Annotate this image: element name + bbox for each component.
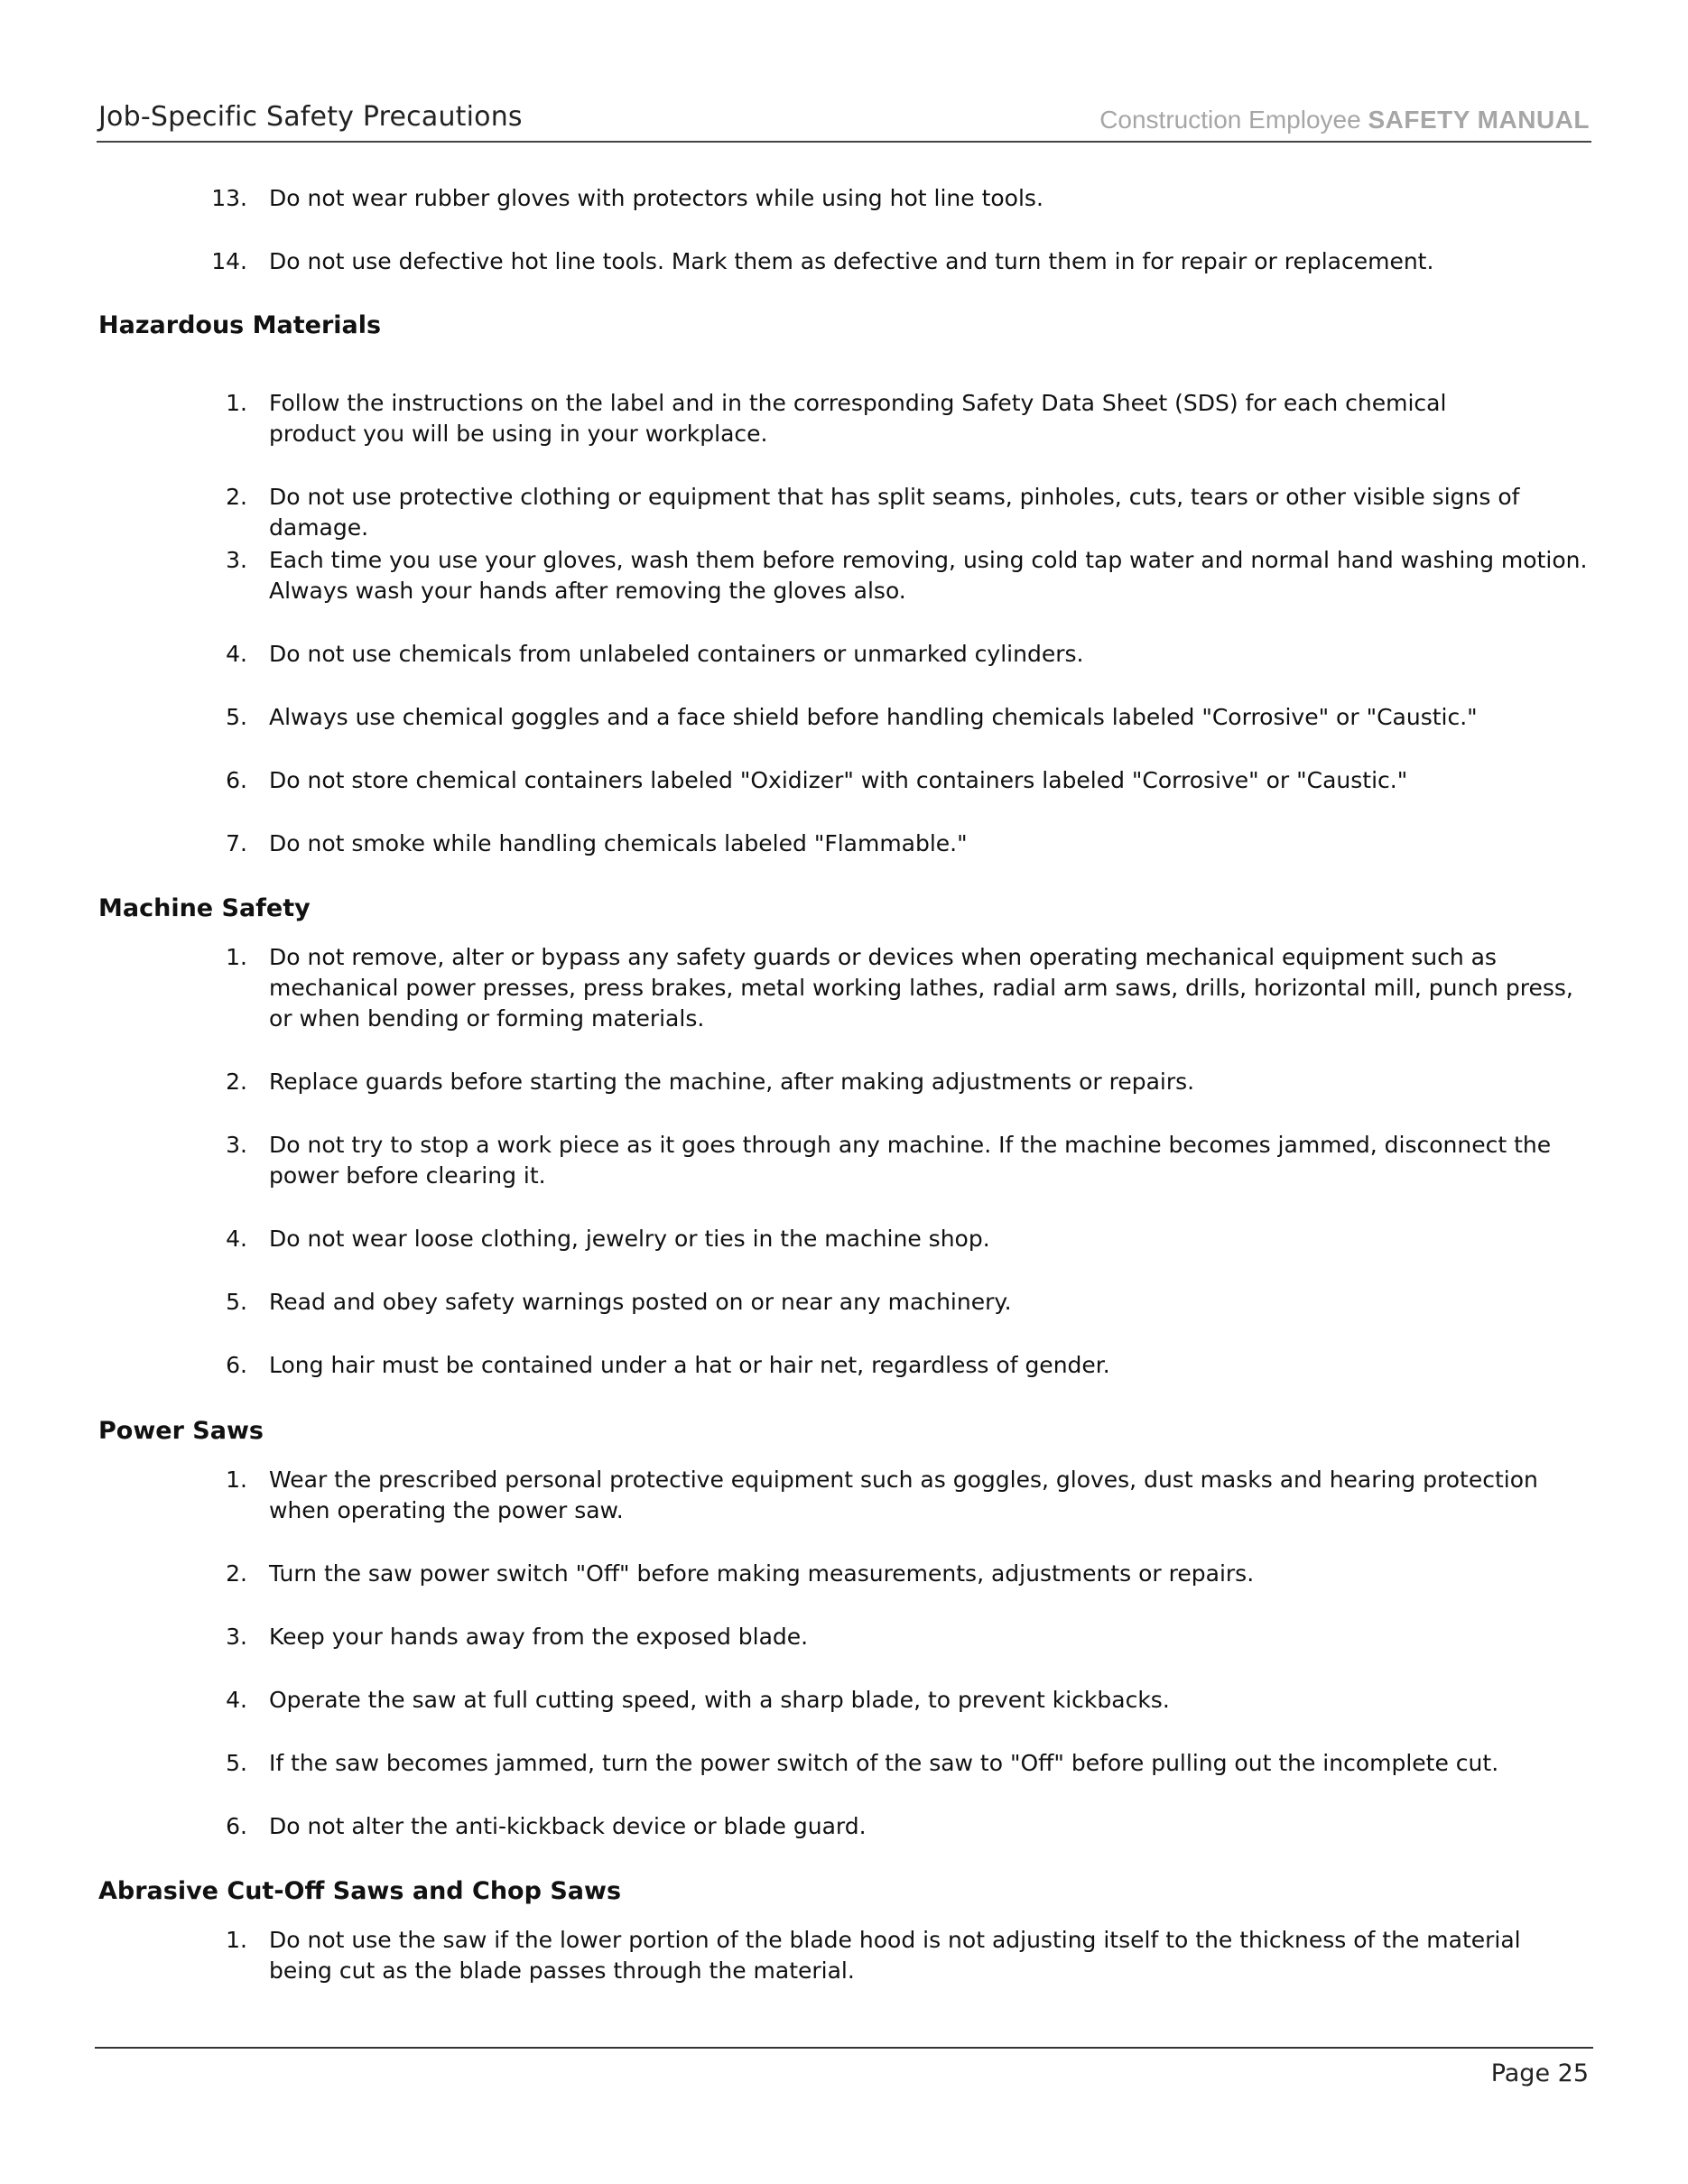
list-item-text: Do not smoke while handling chemicals labeled "Flammable." bbox=[269, 830, 968, 856]
header-manual-title bbox=[1099, 106, 1590, 134]
footer-divider bbox=[95, 2047, 1593, 2049]
list-item-number: 6. bbox=[226, 1352, 247, 1378]
list-item bbox=[195, 183, 1591, 214]
list-item-number: 4. bbox=[226, 641, 247, 667]
list-item bbox=[195, 1465, 1591, 1526]
list-item-text: Always use chemical goggles and a face shield before handling chemicals labeled "Corrosive" or "Caustic." bbox=[269, 704, 1478, 730]
list-item-number: 2. bbox=[226, 1560, 247, 1587]
list-item-number: 5. bbox=[226, 1289, 247, 1315]
list-item bbox=[195, 1350, 1591, 1381]
list-item bbox=[195, 1685, 1591, 1716]
list-item-number: 3. bbox=[226, 1132, 247, 1158]
list-item-text: Do not use the saw if the lower portion of the blade hood is not adjusting itself to the thickness of the material being cut as the blade passes through the material. bbox=[269, 1927, 1521, 1984]
list-item-number: 4. bbox=[226, 1226, 247, 1252]
list-item-number: 5. bbox=[226, 1750, 247, 1776]
header-section-title: Job-Specific Safety Precautions bbox=[98, 101, 523, 133]
list-item bbox=[195, 1067, 1591, 1097]
list-item bbox=[195, 765, 1591, 796]
list-item bbox=[195, 828, 1591, 859]
list-item bbox=[195, 1622, 1591, 1652]
page-number: Page 25 bbox=[1490, 2059, 1589, 2087]
header-divider bbox=[97, 141, 1591, 143]
list-item bbox=[195, 388, 1591, 449]
section-heading-power-saws: Power Saws bbox=[98, 1417, 264, 1445]
list-item bbox=[195, 545, 1591, 606]
list-item-number: 1. bbox=[226, 944, 247, 970]
list-item-text: Do not try to stop a work piece as it goes through any machine. If the machine becomes jammed, disconnect the power before clearing it. bbox=[269, 1132, 1552, 1189]
list-item-number: 1. bbox=[226, 1467, 247, 1493]
list-item bbox=[195, 1811, 1591, 1842]
list-item-number: 6. bbox=[226, 1813, 247, 1839]
list-item-number: 1. bbox=[226, 390, 247, 416]
list-item-text: Do not remove, alter or bypass any safety guards or devices when operating mechanical equipment such as mechanical power presses, press brakes, metal working lathes, radial arm saws, drills, horizontal mill, punch press, or when bending or forming materials. bbox=[269, 944, 1573, 1032]
list-item-text: Replace guards before starting the machine, after making adjustments or repairs. bbox=[269, 1069, 1195, 1095]
list-item-text: If the saw becomes jammed, turn the power switch of the saw to "Off" before pulling out the incomplete cut. bbox=[269, 1750, 1499, 1776]
list-item-text: Long hair must be contained under a hat or hair net, regardless of gender. bbox=[269, 1352, 1110, 1378]
list-item bbox=[195, 942, 1591, 1034]
list-item-text: Each time you use your gloves, wash them before removing, using cold tap water and normal hand washing motion. Always wash your hands after removing the gloves also. bbox=[269, 547, 1588, 604]
list-item-number: 2. bbox=[226, 484, 247, 510]
section-heading-abrasive-cut-off-saws: Abrasive Cut-Off Saws and Chop Saws bbox=[98, 1877, 622, 1905]
section-heading-hazardous-materials: Hazardous Materials bbox=[98, 311, 382, 339]
list-item-text: Wear the prescribed personal protective equipment such as goggles, gloves, dust masks and hearing protection when operating the power saw. bbox=[269, 1467, 1538, 1523]
list-item bbox=[195, 1925, 1591, 1986]
list-item-number: 7. bbox=[226, 830, 247, 856]
list-item-number: 3. bbox=[226, 1624, 247, 1650]
list-item-text: Operate the saw at full cutting speed, with a sharp blade, to prevent kickbacks. bbox=[269, 1687, 1170, 1713]
list-item-text: Read and obey safety warnings posted on or near any machinery. bbox=[269, 1289, 1012, 1315]
list-item-number: 6. bbox=[226, 767, 247, 793]
list-item bbox=[195, 482, 1591, 543]
list-item-text: Do not use chemicals from unlabeled containers or unmarked cylinders. bbox=[269, 641, 1084, 667]
list-item-text: Do not wear loose clothing, jewelry or ties in the machine shop. bbox=[269, 1226, 990, 1252]
list-item-text: Do not wear rubber gloves with protectors while using hot line tools. bbox=[269, 185, 1043, 211]
list-item bbox=[195, 639, 1591, 670]
list-item bbox=[195, 1287, 1591, 1318]
list-item bbox=[195, 1559, 1591, 1589]
list-item-number: 3. bbox=[226, 547, 247, 573]
list-item-text-part-2: product you will be using in your workplace. bbox=[269, 421, 768, 447]
list-item bbox=[195, 246, 1591, 277]
list-item-text: Do not alter the anti-kickback device or blade guard. bbox=[269, 1813, 867, 1839]
list-item-text: Do not use protective clothing or equipment that has split seams, pinholes, cuts, tears or other visible signs of damage. bbox=[269, 484, 1520, 541]
section-heading-machine-safety: Machine Safety bbox=[98, 894, 311, 922]
list-item bbox=[195, 702, 1591, 733]
list-item-number: 13. bbox=[211, 185, 247, 211]
list-item-number: 4. bbox=[226, 1687, 247, 1713]
list-item-text: Do not use defective hot line tools. Mark them as defective and turn them in for repair or replacement. bbox=[269, 248, 1434, 274]
list-item-number: 5. bbox=[226, 704, 247, 730]
header-manual-bold: SAFETY MANUAL bbox=[1368, 106, 1590, 134]
list-item-text-part-1: Follow the instructions on the label and in the corresponding Safety Data Sheet (SDS) for each chemical bbox=[269, 390, 1447, 416]
list-item-number: 1. bbox=[226, 1927, 247, 1953]
list-item-number: 14. bbox=[211, 248, 247, 274]
header-manual-prefix: Construction Employee bbox=[1099, 106, 1361, 134]
list-item-text: Turn the saw power switch "Off" before making measurements, adjustments or repairs. bbox=[269, 1560, 1255, 1587]
list-item bbox=[195, 1748, 1591, 1779]
list-item-text: Keep your hands away from the exposed blade. bbox=[269, 1624, 809, 1650]
list-item-number: 2. bbox=[226, 1069, 247, 1095]
list-item-text bbox=[269, 388, 1591, 449]
list-item-text: Do not store chemical containers labeled "Oxidizer" with containers labeled "Corrosive" or "Caustic." bbox=[269, 767, 1408, 793]
list-item bbox=[195, 1130, 1591, 1191]
list-item bbox=[195, 1224, 1591, 1254]
